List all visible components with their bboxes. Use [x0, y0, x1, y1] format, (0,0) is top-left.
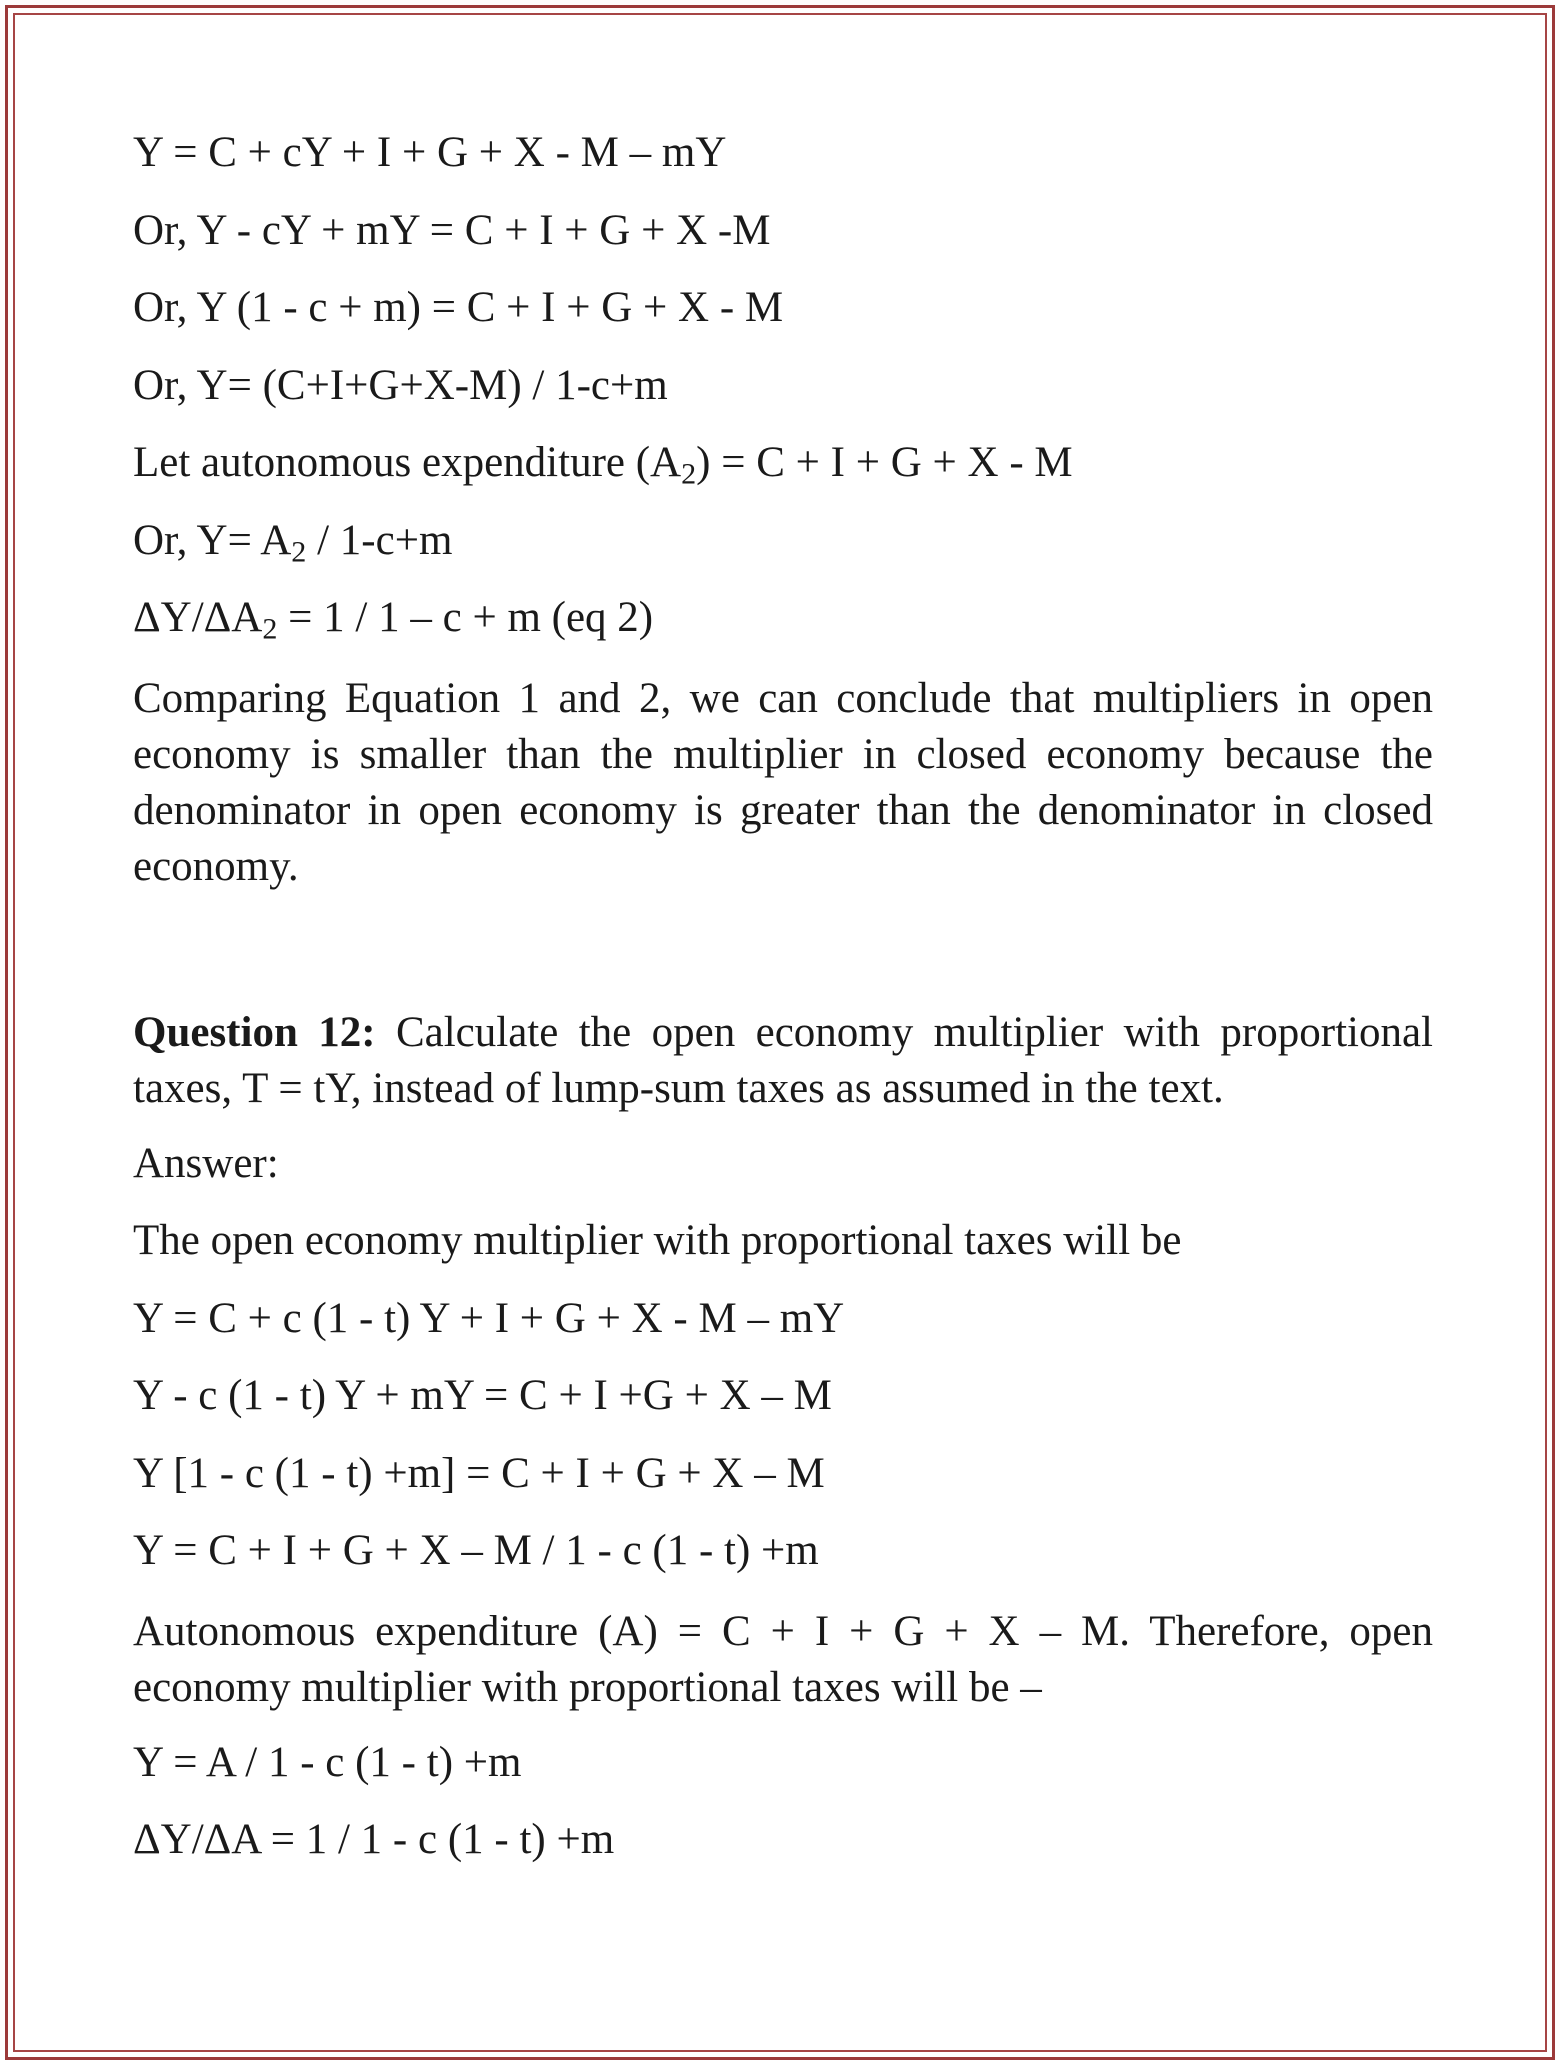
document-body: [133, 128, 1433, 1893]
equation-line: Y [1 - c (1 - t) +m] = C + I + G + X – M: [133, 1449, 825, 1497]
delta-a2-line: [133, 593, 1433, 671]
autonomous-expenditure-line: [133, 438, 1433, 516]
comparison-paragraph: Comparing Equation 1 and 2, we can conclude that multipliers in open economy is smaller than the multiplier in closed economy because the denominator in open economy is greater than the denominator in closed economy.: [133, 674, 1433, 890]
autonomous-paragraph: Autonomous expenditure (A) = C + I + G + X – M. Therefore, open economy multiplier with proportional taxes will be –: [133, 1607, 1433, 1711]
equation-line: Or, Y - cY + mY = C + I + G + X -M: [133, 206, 771, 254]
delta-a2-suffix: = 1 / 1 – c + m (eq 2): [277, 594, 654, 641]
y-a2-line: [133, 516, 1433, 594]
subscript-2: 2: [681, 456, 697, 491]
y-a2-suffix: / 1-c+m: [306, 516, 453, 564]
equation-line: Or, Y= (C+I+G+X-M) / 1-c+m: [133, 361, 668, 409]
section-gap: [133, 895, 1433, 1005]
answer-intro: The open economy multiplier with proportional taxes will be: [133, 1217, 1182, 1264]
autonomous-suffix: ) = C + I + G + X - M: [696, 439, 1073, 486]
equation-line: Y = A / 1 - c (1 - t) +m: [133, 1738, 522, 1786]
equation-line: Y = C + cY + I + G + X - M – mY: [133, 129, 727, 176]
equation-line: Or, Y (1 - c + m) = C + I + G + X - M: [133, 284, 784, 331]
y-a2-prefix: Or, Y= A: [133, 516, 292, 564]
autonomous-prefix: Let autonomous expenditure (A: [133, 439, 682, 486]
delta-a2-prefix: ΔY/ΔA: [133, 594, 263, 641]
subscript-2: 2: [262, 611, 278, 646]
question-paragraph: [133, 1005, 1433, 1117]
answer-label: Answer:: [133, 1139, 279, 1187]
equation-line: Y - c (1 - t) Y + mY = C + I +G + X – M: [133, 1372, 832, 1419]
equation-line: Y = C + I + G + X – M / 1 - c (1 - t) +m: [133, 1527, 819, 1574]
equation-line: ΔY/ΔA = 1 / 1 - c (1 - t) +m: [133, 1816, 615, 1863]
question-label: Question 12:: [133, 1008, 376, 1056]
question-text: Calculate the open economy multiplier with proportional taxes, T = tY, instead of lump-sum taxes as assumed in the text.: [133, 1008, 1433, 1112]
equation-line: Y = C + c (1 - t) Y + I + G + X - M – mY: [133, 1294, 845, 1342]
subscript-2: 2: [291, 534, 307, 569]
